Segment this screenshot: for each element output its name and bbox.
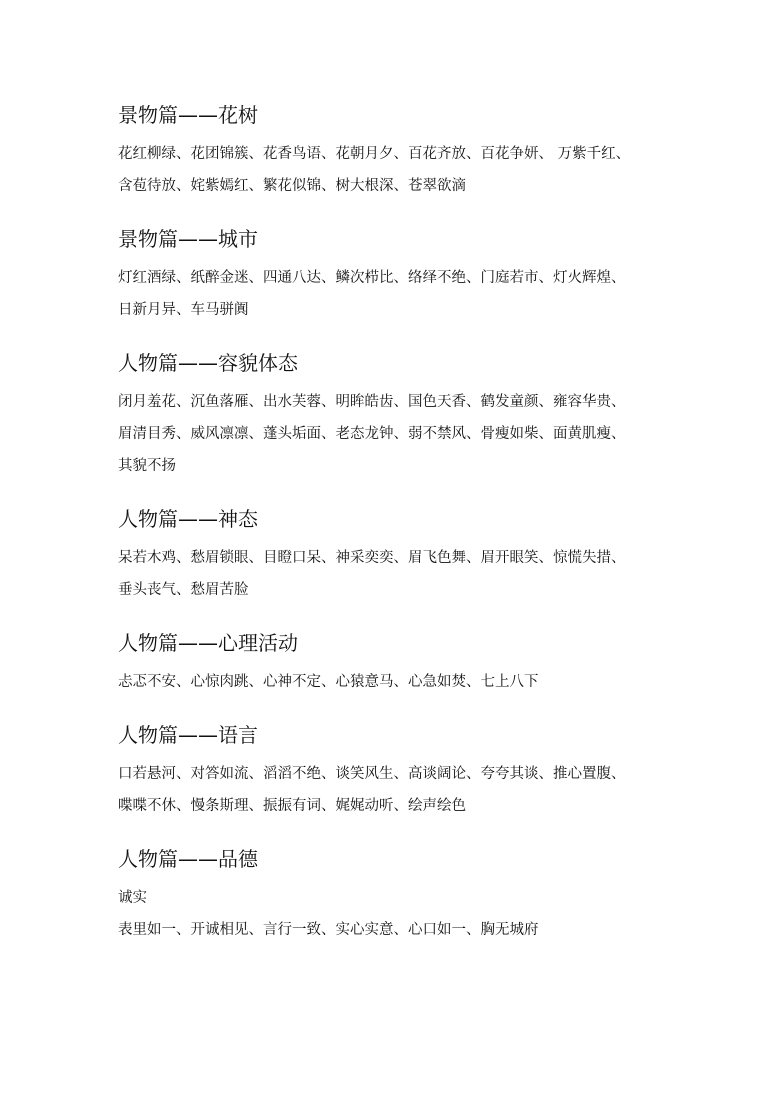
idiom-line: 忐忑不安、心惊肉跳、心神不定、心猿意马、心急如焚、七上八下 [118,674,539,690]
idiom-line: 喋喋不休、慢条斯理、振振有词、娓娓动听、绘声绘色 [118,798,466,814]
idiom-line: 灯红酒绿、纸醉金迷、四通八达、鳞次栉比、络绎不绝、门庭若市、灯火辉煌、 [118,270,626,286]
section-heading: 景物篇——花树 [118,103,258,127]
subheading-honesty: 诚实 [118,890,147,906]
idiom-line: 垂头丧气、愁眉苦脸 [118,582,249,598]
idiom-line: 其貌不扬 [118,458,176,474]
idiom-line: 闭月羞花、沉鱼落雁、出水芙蓉、明眸皓齿、国色天香、鹤发童颜、雍容华贵、 [118,394,626,410]
section-heading: 人物篇——容貌体态 [118,351,298,375]
section-people-expression [118,504,678,606]
section-heading: 景物篇——城市 [118,227,258,251]
idiom-line: 眉清目秀、威风凛凛、蓬头垢面、老态龙钟、弱不禁风、骨瘦如柴、面黄肌瘦、 [118,426,626,442]
section-people-psychology [118,628,678,698]
idiom-line: 花红柳绿、花团锦簇、花香鸟语、花朝月夕、百花齐放、百花争妍、 万紫千红、 [118,146,631,162]
section-people-appearance [118,348,678,482]
section-heading: 人物篇——品德 [118,847,258,871]
idiom-line: 表里如一、开诚相见、言行一致、实心实意、心口如一、胸无城府 [118,922,539,938]
section-people-speech [118,720,678,822]
section-scenery-city [118,224,678,326]
section-people-morality [118,844,678,946]
document-page [118,100,678,968]
idiom-line: 口若悬河、对答如流、滔滔不绝、谈笑风生、高谈阔论、夸夸其谈、推心置腹、 [118,766,626,782]
section-scenery-flowers-trees [118,100,678,202]
idiom-line: 日新月异、车马骈阗 [118,302,249,318]
idiom-line: 含苞待放、姹紫嫣红、繁花似锦、树大根深、苍翠欲滴 [118,178,466,194]
idiom-line: 呆若木鸡、愁眉锁眼、目瞪口呆、神采奕奕、眉飞色舞、眉开眼笑、惊慌失措、 [118,550,626,566]
section-heading: 人物篇——神态 [118,507,258,531]
section-heading: 人物篇——心理活动 [118,631,298,655]
section-heading: 人物篇——语言 [118,723,258,747]
